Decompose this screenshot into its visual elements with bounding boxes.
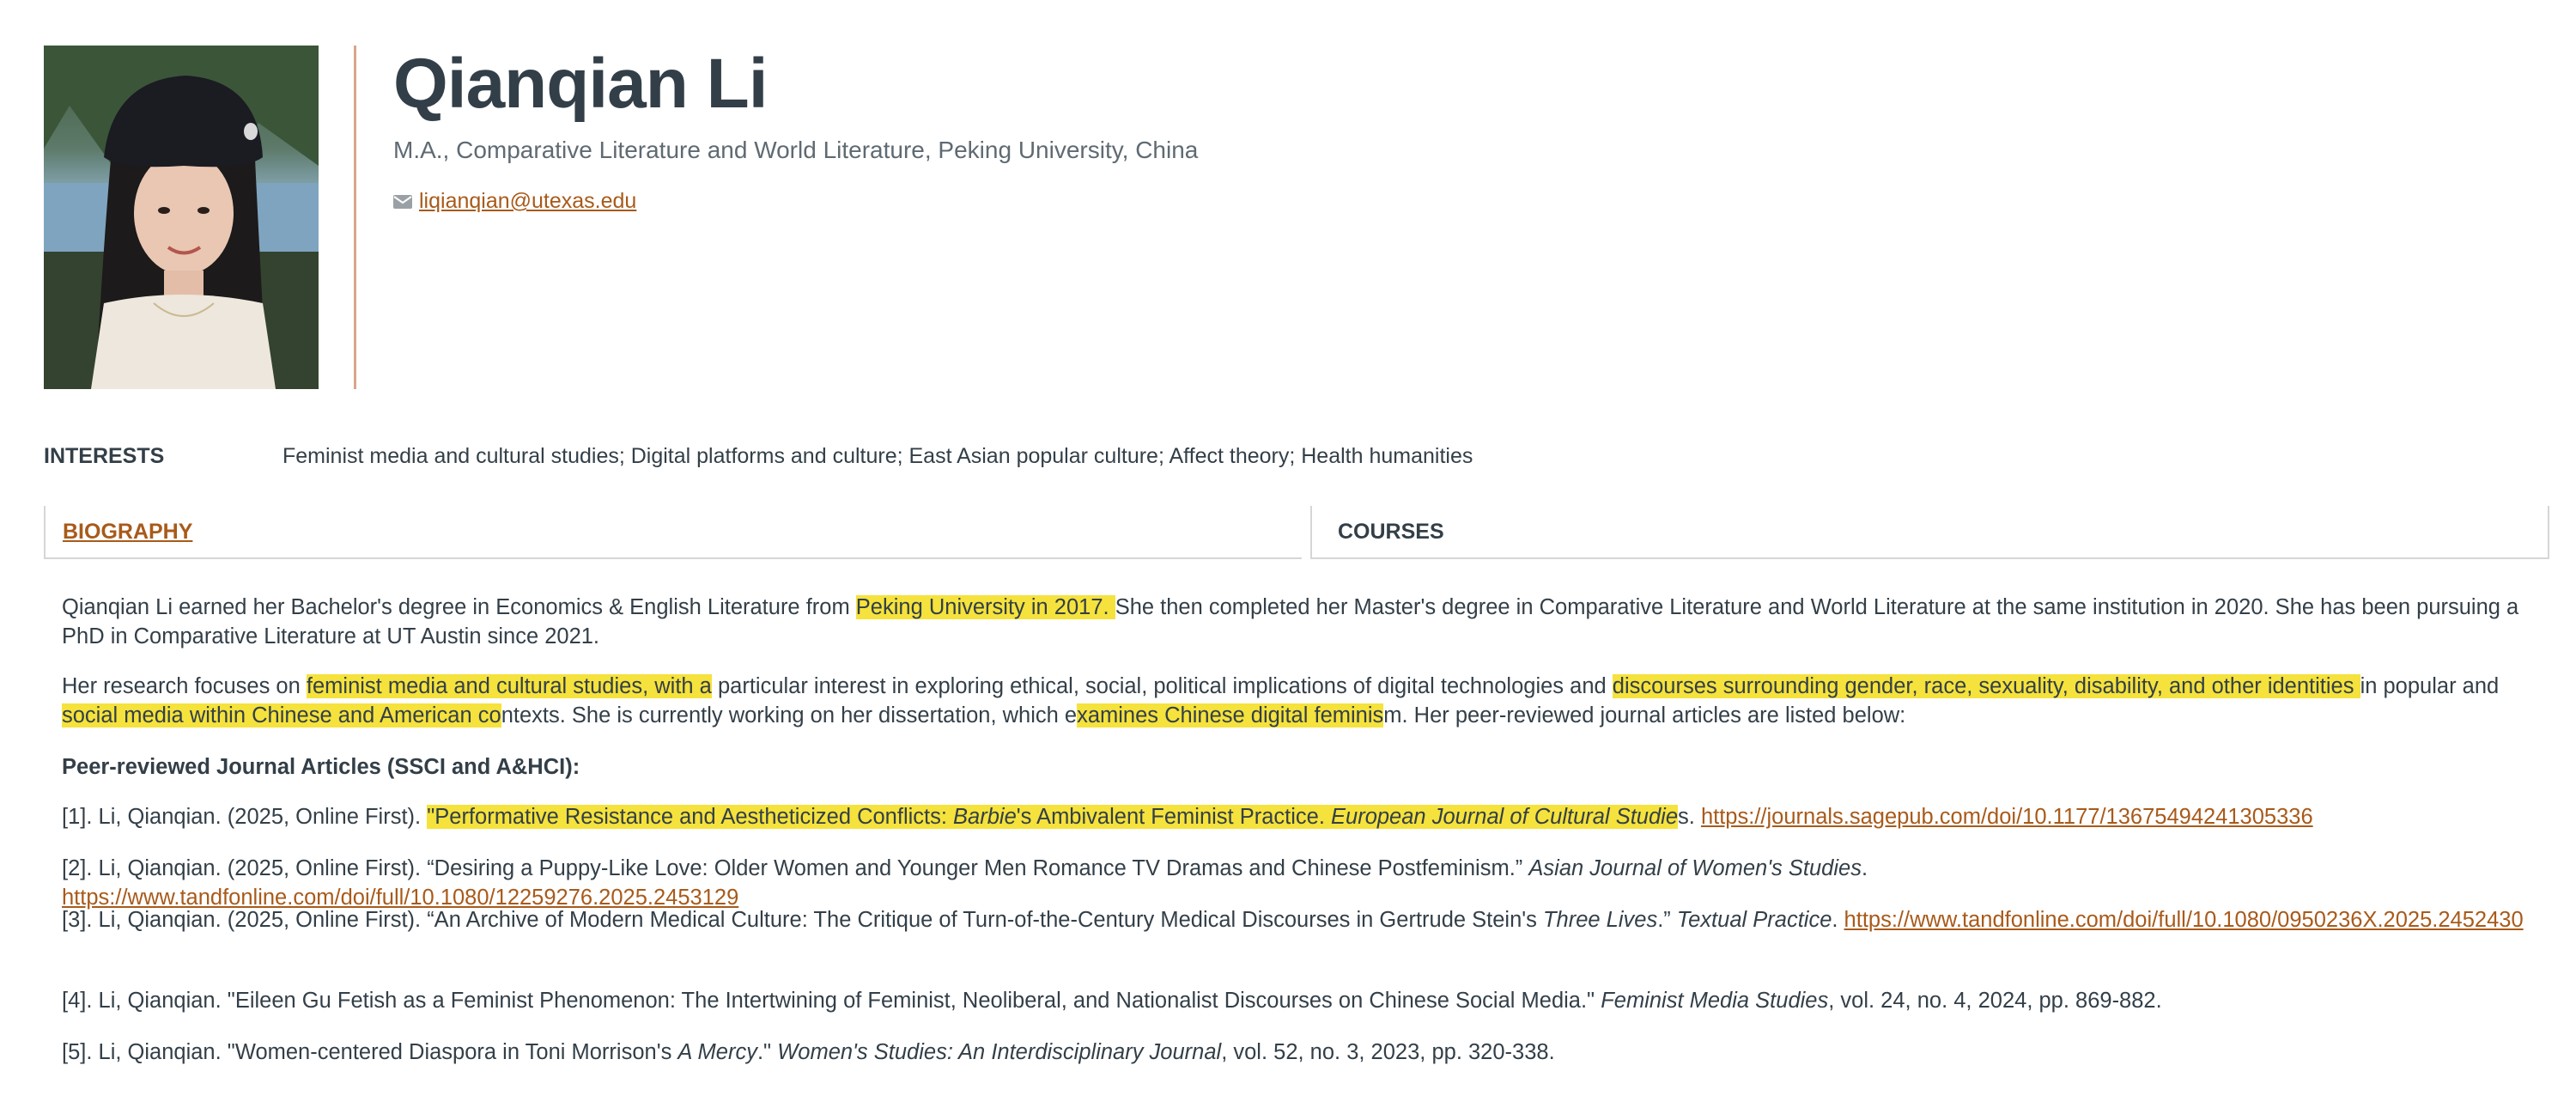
article-link[interactable]: https://journals.sagepub.com/doi/10.1177/13675494241305336: [1700, 805, 2313, 829]
article-item: [62, 986, 2535, 1015]
book-title: A Mercy: [677, 1040, 757, 1064]
text-span: She then completed her Master's degree in Comparative Literature and World Literature at the same institution in 2020. She has been pursuing a PhD in Comparative Literature at UT Austin since 2021.: [62, 595, 2519, 648]
profile-header: [44, 46, 2534, 389]
text-span: European Journal of Cultural Studie: [1331, 805, 1679, 829]
text-span: .”: [1657, 908, 1677, 932]
article-link[interactable]: https://www.tandfonline.com/doi/full/10.1080/0950236X.2025.2452430: [1844, 908, 2524, 932]
header-divider: [354, 46, 356, 389]
text-span: [1]. Li, Qianqian. (2025, Online First).: [62, 805, 428, 829]
interests-text: Feminist media and cultural studies; Digital platforms and culture; East Asian popular culture; Affect theory; Health humanities: [283, 444, 1473, 468]
text-span: in popular and: [2360, 674, 2500, 698]
highlight: xamines Chinese digital feminis: [1077, 703, 1384, 728]
email-link[interactable]: liqianqian@utexas.edu: [419, 189, 637, 213]
profile-photo: [44, 46, 319, 389]
book-title: Three Lives: [1542, 908, 1658, 932]
text-span: .: [1861, 856, 1868, 880]
email-row: [393, 189, 636, 214]
text-span: [2]. Li, Qianqian. (2025, Online First). “Desiring a Puppy-Like Love: Older Women and Younger Men Romance TV Dramas and Chinese Postfeminism.”: [62, 856, 1529, 880]
text-span: m. Her peer-reviewed journal articles are listed below:: [1383, 703, 1906, 728]
biography-paragraph-1: [62, 593, 2535, 651]
interests-label: INTERESTS: [44, 444, 165, 468]
profile-tabs: [44, 506, 2549, 559]
tab-biography-label[interactable]: BIOGRAPHY: [63, 520, 193, 544]
journal-title: Feminist Media Studies: [1601, 989, 1829, 1013]
article-item: [62, 802, 2535, 831]
article-item: [62, 1038, 2535, 1067]
profile-name: Qianqian Li: [393, 45, 768, 123]
article-item: [62, 905, 2535, 934]
highlight: Peking University in 2017.: [855, 595, 1115, 619]
profile-degree: M.A., Comparative Literature and World Literature, Peking University, China: [393, 137, 1199, 163]
text-span: [3]. Li, Qianqian. (2025, Online First). “An Archive of Modern Medical Culture: The Critique of Turn-of-the-Century Medical Discourses in Gertrude Stein's: [62, 908, 1543, 932]
text-span: 's Ambivalent Feminist Practice.: [1016, 805, 1332, 829]
highlight: feminist media and cultural studies, with a: [306, 674, 712, 698]
text-span: .: [1832, 908, 1844, 932]
text-span: .": [756, 1040, 778, 1064]
journal-title: Women's Studies: An Interdisciplinary Journal: [777, 1040, 1222, 1064]
text-span: Qianqian Li earned her Bachelor's degree in Economics & English Literature from: [62, 595, 856, 619]
article-link[interactable]: https://www.tandfonline.com/doi/full/10.1080/12259276.2025.2453129: [62, 886, 739, 910]
text-span: , vol. 52, no. 3, 2023, pp. 320-338.: [1221, 1040, 1555, 1064]
highlight: discourses surrounding gender, race, sexuality, disability, and other identities: [1612, 674, 2360, 698]
envelope-icon: [393, 195, 412, 209]
text-span: particular interest in exploring ethical, social, political implications of digital technologies and: [711, 674, 1613, 698]
journal-title: Asian Journal of Women's Studies: [1528, 856, 1862, 880]
articles-heading: Peer-reviewed Journal Articles (SSCI and A&HCI):: [62, 755, 580, 779]
highlight: social media within Chinese and American co: [62, 703, 501, 728]
text-span: , vol. 24, no. 4, 2024, pp. 869-882.: [1828, 989, 2162, 1013]
text-span: Her research focuses on: [62, 674, 307, 698]
tab-courses[interactable]: [1310, 506, 2549, 559]
text-span: "Performative Resistance and Aestheticized Conflicts:: [427, 805, 954, 829]
tab-biography[interactable]: [44, 506, 1302, 559]
text-span: ntexts. She is currently working on her dissertation, which e: [501, 703, 1078, 728]
journal-title: Textual Practice: [1676, 908, 1832, 932]
tab-courses-label[interactable]: COURSES: [1338, 520, 1444, 544]
article-item: [62, 854, 2535, 912]
text-span: s.: [1678, 805, 1701, 829]
text-span: Barbie: [953, 805, 1017, 829]
biography-paragraph-2: [62, 672, 2535, 730]
highlight: [427, 805, 1678, 829]
text-span: [5]. Li, Qianqian. "Women-centered Diaspora in Toni Morrison's: [62, 1040, 678, 1064]
text-span: [4]. Li, Qianqian. "Eileen Gu Fetish as a Feminist Phenomenon: The Intertwining of Feminist, Neoliberal, and Nationalist Discourses on Chinese Social Media.": [62, 989, 1601, 1013]
